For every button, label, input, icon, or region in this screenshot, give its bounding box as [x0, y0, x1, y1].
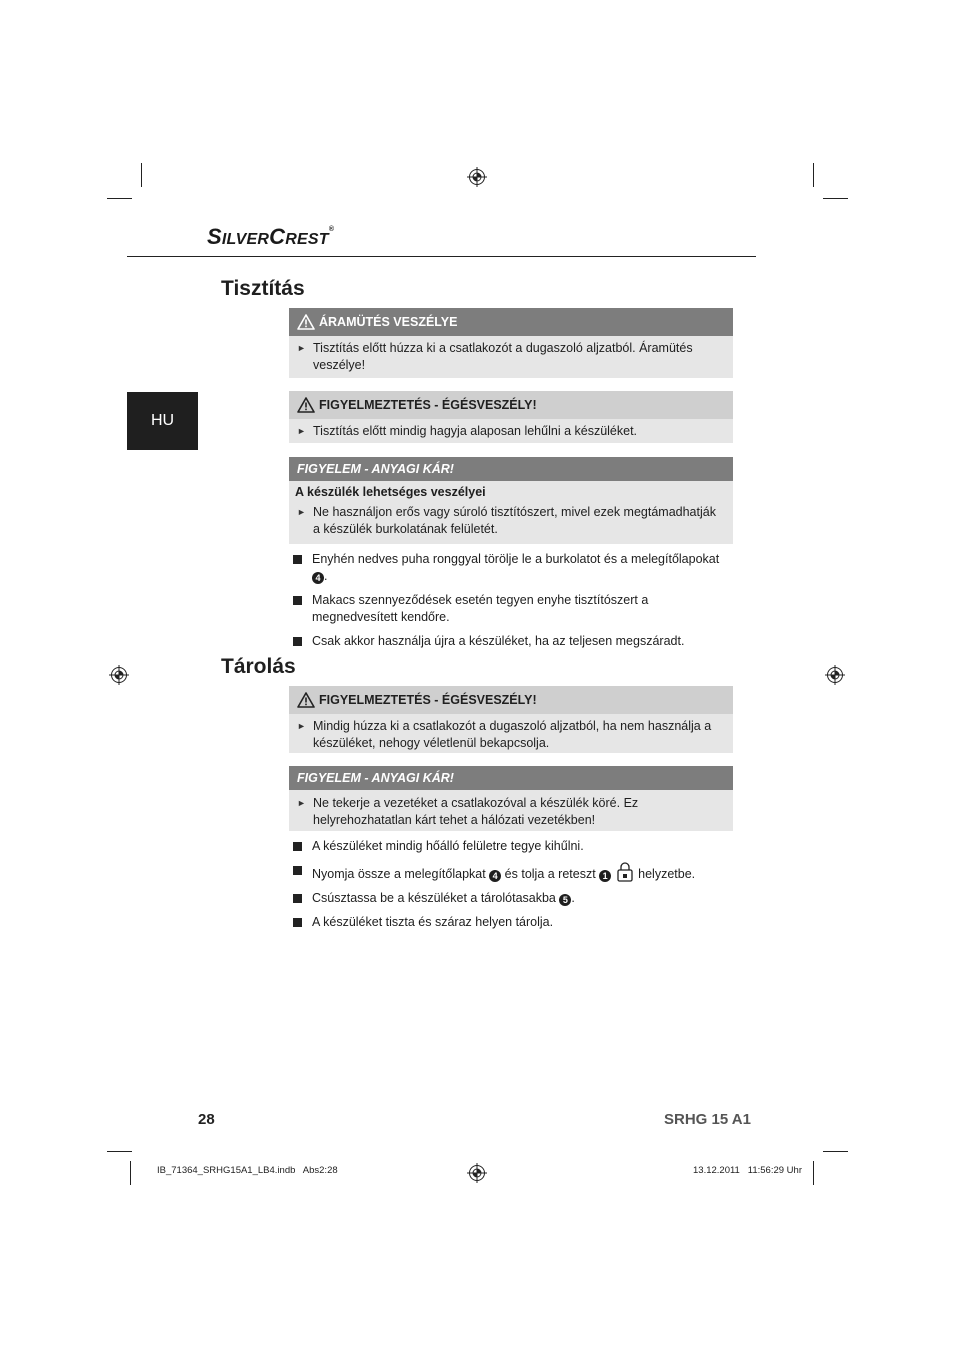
warning-box — [289, 391, 733, 443]
list-item: A készüléket mindig hőálló felületre tegye kihűlni. — [293, 838, 733, 855]
crop-mark — [141, 163, 142, 187]
lock-position-icon — [617, 862, 633, 882]
crop-mark — [813, 163, 814, 187]
registration-mark-icon — [467, 1163, 487, 1183]
list-item: A készüléket tiszta és száraz helyen tárolja. — [293, 914, 733, 931]
list-item: Csúsztassa be a készüléket a tárolótasakba 5 . — [293, 890, 733, 907]
part-number-badge: 4 — [312, 572, 324, 584]
section-title-storage: Tárolás — [221, 655, 296, 678]
list-item: Enyhén nedves puha ronggyal törölje le a burkolatot és a melegítőlapokat 4 . — [293, 551, 733, 585]
caution-heading: FIGYELEM - ANYAGI KÁR! — [289, 766, 733, 790]
crop-mark — [813, 1161, 814, 1185]
registration-mark-icon — [467, 167, 487, 187]
warning-box — [289, 686, 733, 753]
danger-heading-text: ÁRAMÜTÉS VESZÉLYE — [319, 315, 458, 329]
section-title-cleaning: Tisztítás — [221, 277, 305, 300]
caution-text: Ne használjon erős vagy súroló tisztítószert, mivel ezek megtámadhatják a készülék burkolatának felületét. — [313, 505, 716, 536]
crop-mark — [130, 1161, 131, 1185]
warning-text: Tisztítás előtt mindig hagyja alaposan lehűlni a készüléket. — [313, 424, 638, 438]
crop-mark — [107, 1151, 132, 1152]
list-item — [297, 423, 723, 440]
arrow-bullet-icon: ► — [297, 426, 306, 436]
caution-box — [289, 457, 733, 544]
caution-text: Ne tekerje a vezetéket a csatlakozóval a készülék köré. Ez helyrehozhatatlan kárt tehet a hálózati vezetékben! — [313, 796, 639, 827]
cleaning-steps — [293, 551, 733, 657]
square-bullet-icon — [293, 555, 302, 564]
model-number: SRHG 15 A1 — [664, 1111, 751, 1128]
danger-box — [289, 308, 733, 378]
list-item — [297, 795, 723, 829]
square-bullet-icon — [293, 637, 302, 646]
warning-heading-text: FIGYELMEZTETÉS - ÉGÉSVESZÉLY! — [319, 693, 537, 707]
danger-heading — [289, 308, 733, 336]
warning-heading — [289, 391, 733, 419]
warning-triangle-icon — [297, 314, 315, 330]
print-slug-date: 13.12.2011 11:56:29 Uhr — [693, 1165, 802, 1176]
caution-box — [289, 766, 733, 831]
crop-mark — [823, 1151, 848, 1152]
square-bullet-icon — [293, 596, 302, 605]
registration-mark-icon — [825, 665, 845, 685]
caution-subheading: A készülék lehetséges veszélyei — [295, 485, 486, 499]
list-item: Csak akkor használja újra a készüléket, ha az teljesen megszáradt. — [293, 633, 733, 650]
list-item — [297, 718, 723, 752]
list-item — [297, 504, 723, 538]
crop-mark — [107, 198, 132, 199]
warning-triangle-icon — [297, 692, 315, 708]
danger-text: Tisztítás előtt húzza ki a csatlakozót a dugaszoló aljzatból. Áramütés veszélye! — [313, 341, 693, 372]
list-item — [297, 340, 723, 374]
square-bullet-icon — [293, 894, 302, 903]
list-item: Nyomja össze a melegítőlapkat 4 és tolja a reteszt 1 helyzetbe. — [293, 862, 733, 883]
square-bullet-icon — [293, 918, 302, 927]
print-slug-file: IB_71364_SRHG15A1_LB4.indb Abs2:28 — [157, 1165, 338, 1176]
warning-triangle-icon — [297, 397, 315, 413]
header-rule — [127, 256, 756, 257]
registration-mark-icon — [109, 665, 129, 685]
silvercrest-logo: SILVERCREST® — [207, 224, 335, 249]
part-number-badge: 1 — [599, 870, 611, 882]
warning-text: Mindig húzza ki a csatlakozót a dugaszoló aljzatból, ha nem használja a készüléket, nehogy véletlenül bekapcsolja. — [313, 719, 712, 750]
page-number: 28 — [198, 1111, 215, 1128]
storage-steps — [293, 838, 733, 938]
arrow-bullet-icon: ► — [297, 798, 306, 808]
caution-heading: FIGYELEM - ANYAGI KÁR! — [289, 457, 733, 481]
arrow-bullet-icon: ► — [297, 343, 306, 353]
part-number-badge: 4 — [489, 870, 501, 882]
square-bullet-icon — [293, 866, 302, 875]
warning-heading — [289, 686, 733, 714]
square-bullet-icon — [293, 842, 302, 851]
arrow-bullet-icon: ► — [297, 507, 306, 517]
language-tab: HU — [127, 392, 198, 450]
list-item: Makacs szennyeződések esetén tegyen enyhe tisztítószert a megnedvesített kendőre. — [293, 592, 733, 626]
crop-mark — [823, 198, 848, 199]
arrow-bullet-icon: ► — [297, 721, 306, 731]
warning-heading-text: FIGYELMEZTETÉS - ÉGÉSVESZÉLY! — [319, 398, 537, 412]
part-number-badge: 5 — [559, 894, 571, 906]
